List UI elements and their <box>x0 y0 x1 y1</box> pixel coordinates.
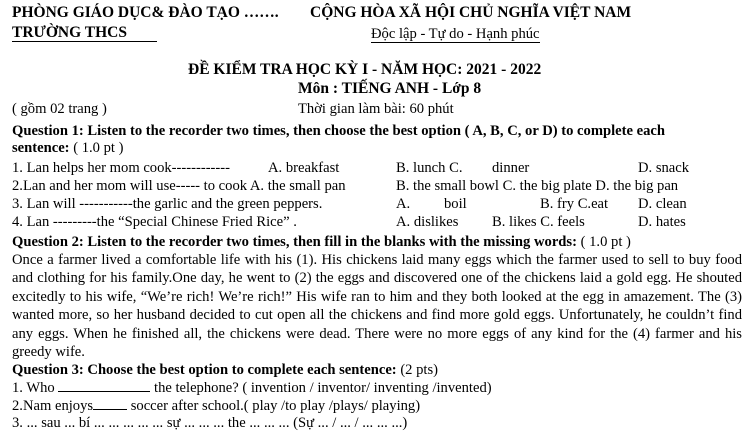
school-name-text: TRƯỜNG THCS <box>12 24 157 42</box>
q3-title: Question 3: Choose the best option to complete each sentence: <box>12 362 397 378</box>
q1-title: Question 1: Listen to the recorder two times, then choose the best option ( A, B, C, or D) to complete each <box>12 123 665 139</box>
q1-item3-option-a-text: boil <box>444 196 467 212</box>
q3-points: (2 pts) <box>396 362 439 378</box>
q1-title-line2 <box>12 139 123 157</box>
q1-points: ( 1.0 pt ) <box>69 140 124 156</box>
q3-title-line <box>12 361 438 379</box>
q1-item4-stem: 4. Lan ---------the “Special Chinese Fried Rice” . <box>12 214 297 230</box>
q2-title-line <box>12 233 631 251</box>
exam-time: Thời gian làm bài: 60 phút <box>298 101 454 117</box>
q2-points: ( 1.0 pt ) <box>576 234 631 250</box>
q1-item4-option-a: A. dislikes <box>396 214 459 230</box>
q1-item3-option-a: A. <box>396 196 411 212</box>
q2-title: Question 2: Listen to the recorder two times, then fill in the blanks with the missing words: <box>12 234 577 250</box>
school-name <box>12 24 157 42</box>
q3-item2-post: soccer after school.( play /to play /plays/ playing) <box>127 398 421 414</box>
exam-subject: Môn : TIẾNG ANH - Lớp 8 <box>298 80 482 97</box>
motto-text: Độc lập - Tự do - Hạnh phúc <box>371 26 540 42</box>
motto <box>371 25 540 43</box>
q1-title-cont: sentence: <box>12 140 70 156</box>
q3-item3-cutoff: 3. ... sau ... bí ... ... ... ... ... sự ... ... ... the ... ... ... (Sự ... / ... / ... ... ...) <box>12 415 408 431</box>
q3-item2-pre: 2.Nam enjoys <box>12 398 94 414</box>
q1-item3-option-d: D. clean <box>638 196 687 212</box>
exam-title: ĐỀ KIỂM TRA HỌC KỲ I - NĂM HỌC: 2021 - 2022 <box>188 61 542 78</box>
q2-passage: Once a farmer lived a comfortable life with his (1). His chickens laid many eggs which the farmer used to sell to buy food and clothing for his family.One day, he went to (2) the eggs and discovered one of the chickens laid a gold egg. He shouted excitedly to his wife, “We’re rich! We’re rich!” His wife ran to him and they both looked at the egg in amazement. The (3) wanted more, so her husband decided to cut open all the chickens and find more gold eggs. Unfortunately, he couldn’t find any eggs. When he finished all, the chickens were dead. There were no more eggs of any kind for the (4) farmer and his greedy wife. <box>12 252 742 361</box>
country-name: CỘNG HÒA XÃ HỘI CHỦ NGHĨA VIỆT NAM <box>310 4 632 21</box>
page-count: ( gồm 02 trang ) <box>12 101 107 117</box>
q1-item1-option-d: D. snack <box>638 160 690 176</box>
q1-item2-stem: 2.Lan and her mom will use----- to cook A. the small pan <box>12 178 346 194</box>
q1-item3-option-bc: B. fry C.eat <box>540 196 609 212</box>
q3-item2-blank[interactable] <box>93 397 127 410</box>
q1-item1-option-a: A. breakfast <box>268 160 340 176</box>
q1-item2-options: B. the small bowl C. the big plate D. the big pan <box>396 178 679 194</box>
q1-item4-option-d: D. hates <box>638 214 686 230</box>
q1-item1-option-b: B. lunch C. <box>396 160 463 176</box>
q3-item2 <box>12 397 420 415</box>
q3-item1 <box>12 379 492 397</box>
q1-item1-option-c: dinner <box>492 160 530 176</box>
department-name: PHÒNG GIÁO DỤC& ĐÀO TẠO ……. <box>12 4 279 21</box>
q1-item3-stem: 3. Lan will -----------the garlic and the green peppers. <box>12 196 323 212</box>
q3-item1-post: the telephone? ( invention / inventor/ inventing /invented) <box>154 380 492 396</box>
q3-item1-pre: 1. Who <box>12 380 55 396</box>
q1-item4-option-bc: B. likes C. feels <box>492 214 585 230</box>
q1-item1-stem: 1. Lan helps her mom cook------------ <box>12 160 231 176</box>
q3-item1-blank[interactable] <box>58 379 150 392</box>
